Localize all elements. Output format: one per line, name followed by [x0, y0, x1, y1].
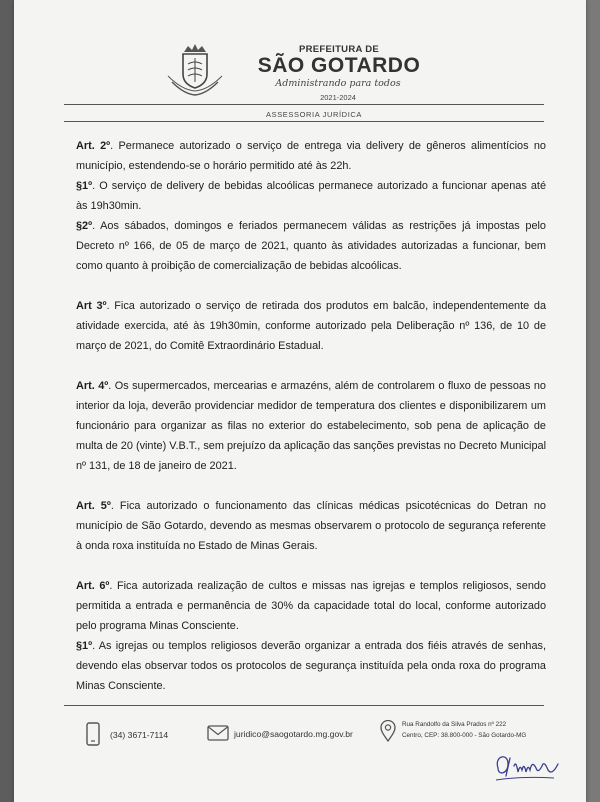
footer-email: juridico@saogotardo.mg.gov.br: [234, 729, 353, 739]
footer-divider: [64, 705, 544, 706]
footer-address-street: Rua Randolfo da Silva Prados nº 222: [402, 721, 507, 728]
org-term-years: 2021-2024: [320, 93, 356, 102]
paragraph-text: . Aos sábados, domingos e feriados permanecem válidas as restrições já impostas pelo Decreto nº 166, de 05 de março de 2021, quanto às atividades autorizadas a funcionar, bem como quanto à proibição de comercialização de bebidas alcoólicas.: [76, 220, 546, 272]
paragraph-text: . As igrejas ou templos religiosos deverão organizar a entrada dos fiéis através de senhas, devendo elas observar todos os protocolos de segurança instituída pela onda roxa do programa Minas Consciente.: [76, 640, 546, 692]
document-body: [76, 136, 546, 696]
article-block: [76, 376, 546, 476]
article-label: Art. 4º: [76, 380, 109, 392]
org-slogan: Administrando para todos: [275, 78, 401, 89]
coat-of-arms-logo: [164, 38, 226, 98]
paragraph: [76, 136, 546, 176]
header-divider: [64, 104, 544, 105]
paragraph: [76, 216, 546, 276]
document-page: [14, 0, 586, 802]
article-block: [76, 576, 546, 696]
paragraph-text: . O serviço de delivery de bebidas alcoólicas permanece autorizado a funcionar apenas até às 19h30min.: [76, 180, 546, 212]
background-right: [586, 0, 600, 802]
paragraph-text: . Fica autorizado o funcionamento das clínicas médicas psicotécnicas do Detran no município de São Gotardo, devendo as mesmas observarem o protocolo de segurança referente à onda roxa instituída no Estado de Minas Gerais.: [76, 500, 546, 552]
handwritten-signature: [492, 746, 562, 786]
paragraph-text: . Permanece autorizado o serviço de entrega via delivery de gêneros alimentícios no município, estendendo-se o horário permitido até às 22h.: [76, 140, 546, 172]
phone-icon: [86, 722, 100, 746]
article-block: [76, 136, 546, 276]
article-label: Art. 2º: [76, 140, 111, 152]
footer-phone: (34) 3671-7114: [110, 730, 169, 740]
paragraph-text: . Os supermercados, mercearias e armazéns, além de controlarem o fluxo de pessoas no interior da loja, deverão providenciar medidor de temperatura dos clientes e disponibilizarem um funcionário para organizar as filas no exterior do estabelecimento, sob pena de aplicação de multa de 20 (vinte) V.B.T., sem prejuízo da aplicação das sanções previstas no Decreto Municipal nº 131, de 18 de janeiro de 2021.: [76, 380, 546, 472]
section-label: §1º: [76, 180, 93, 192]
header-divider: [64, 121, 544, 122]
department-name: ASSESSORIA JURÍDICA: [265, 110, 362, 119]
article-block: [76, 296, 546, 356]
org-name: SÃO GOTARDO: [257, 54, 421, 77]
paragraph: [76, 496, 546, 556]
letterhead: [14, 0, 586, 125]
paragraph: [76, 176, 546, 216]
envelope-icon: [207, 725, 229, 741]
paragraph-text: . Fica autorizado o serviço de retirada dos produtos em balcão, independentemente da atividade exercida, até às 19h30min, conforme autorizado pela Deliberação nº 136, de 10 de março de 2021, do Comitê Extraordinário Estadual.: [76, 300, 546, 352]
paragraph: [76, 636, 546, 696]
footer-address-city: Centro, CEP: 38.800-000 - São Gotardo-MG: [402, 732, 527, 739]
paragraph: [76, 576, 546, 636]
location-pin-icon: [380, 720, 396, 742]
article-label: Art. 6º: [76, 580, 110, 592]
article-block: [76, 496, 546, 556]
section-label: §1º: [76, 640, 93, 652]
paragraph: [76, 376, 546, 476]
section-label: §2º: [76, 220, 93, 232]
article-label: Art. 5º: [76, 500, 111, 512]
paragraph: [76, 296, 546, 356]
background-left: [0, 0, 14, 802]
org-prefix: PREFEITURA DE: [298, 44, 380, 55]
article-label: Art 3º: [76, 300, 107, 312]
paragraph-text: . Fica autorizada realização de cultos e missas nas igrejas e templos religiosos, sendo permitida a entrada e permanência de 30% da capacidade total do local, conforme autorizado pelo programa Minas Consciente.: [76, 580, 546, 632]
